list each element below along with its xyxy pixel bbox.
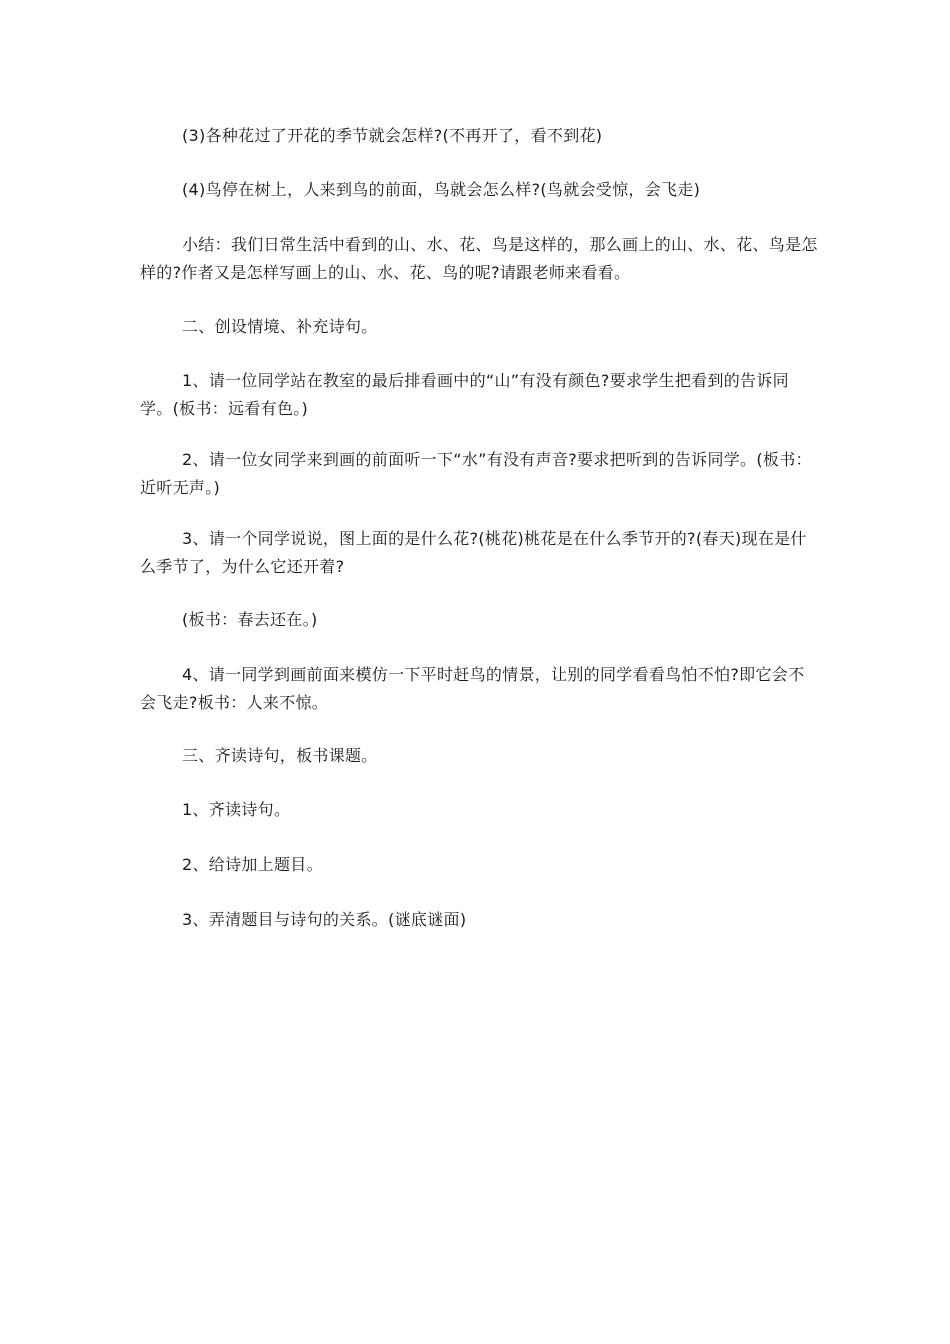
paragraph-summary: 小结：我们日常生活中看到的山、水、花、鸟是这样的，那么画上的山、水、花、鸟是怎样的?作者又是怎样写画上的山、水、花、鸟的呢?请跟老师来看看。: [140, 235, 818, 282]
paragraph-board-note: (板书：春去还在。): [182, 610, 318, 629]
paragraph-read-aloud: 1、齐读诗句。: [182, 800, 291, 819]
paragraph-step-1: 1、请一位同学站在教室的最后排看画中的“山”有没有颜色?要求学生把看到的告诉同学。(板书：远看有色。): [140, 371, 789, 418]
section-heading-3: 三、齐读诗句，板书课题。: [182, 746, 378, 765]
paragraph-step-2: 2、请一位女同学来到画的前面听一下“水”有没有声音?要求把听到的告诉同学。(板书：近听无声。): [140, 450, 812, 497]
paragraph-question-3: (3)各种花过了开花的季节就会怎样?(不再开了，看不到花): [182, 126, 603, 145]
paragraph-question-4: (4)鸟停在树上，人来到鸟的前面，鸟就会怎么样?(鸟就会受惊，会飞走): [182, 180, 701, 199]
paragraph-step-4: 4、请一同学到画前面来模仿一下平时赶鸟的情景，让别的同学看看鸟怕不怕?即它会不会飞走?板书：人来不惊。: [140, 665, 805, 712]
paragraph-add-title: 2、给诗加上题目。: [182, 855, 323, 874]
paragraph-step-3: 3、请一个同学说说，图上面的是什么花?(桃花)桃花是在什么季节开的?(春天)现在是什么季节了，为什么它还开着?: [140, 529, 807, 576]
section-heading-2: 二、创设情境、补充诗句。: [182, 317, 378, 336]
paragraph-relationship: 3、弄清题目与诗句的关系。(谜底谜面): [182, 910, 467, 929]
